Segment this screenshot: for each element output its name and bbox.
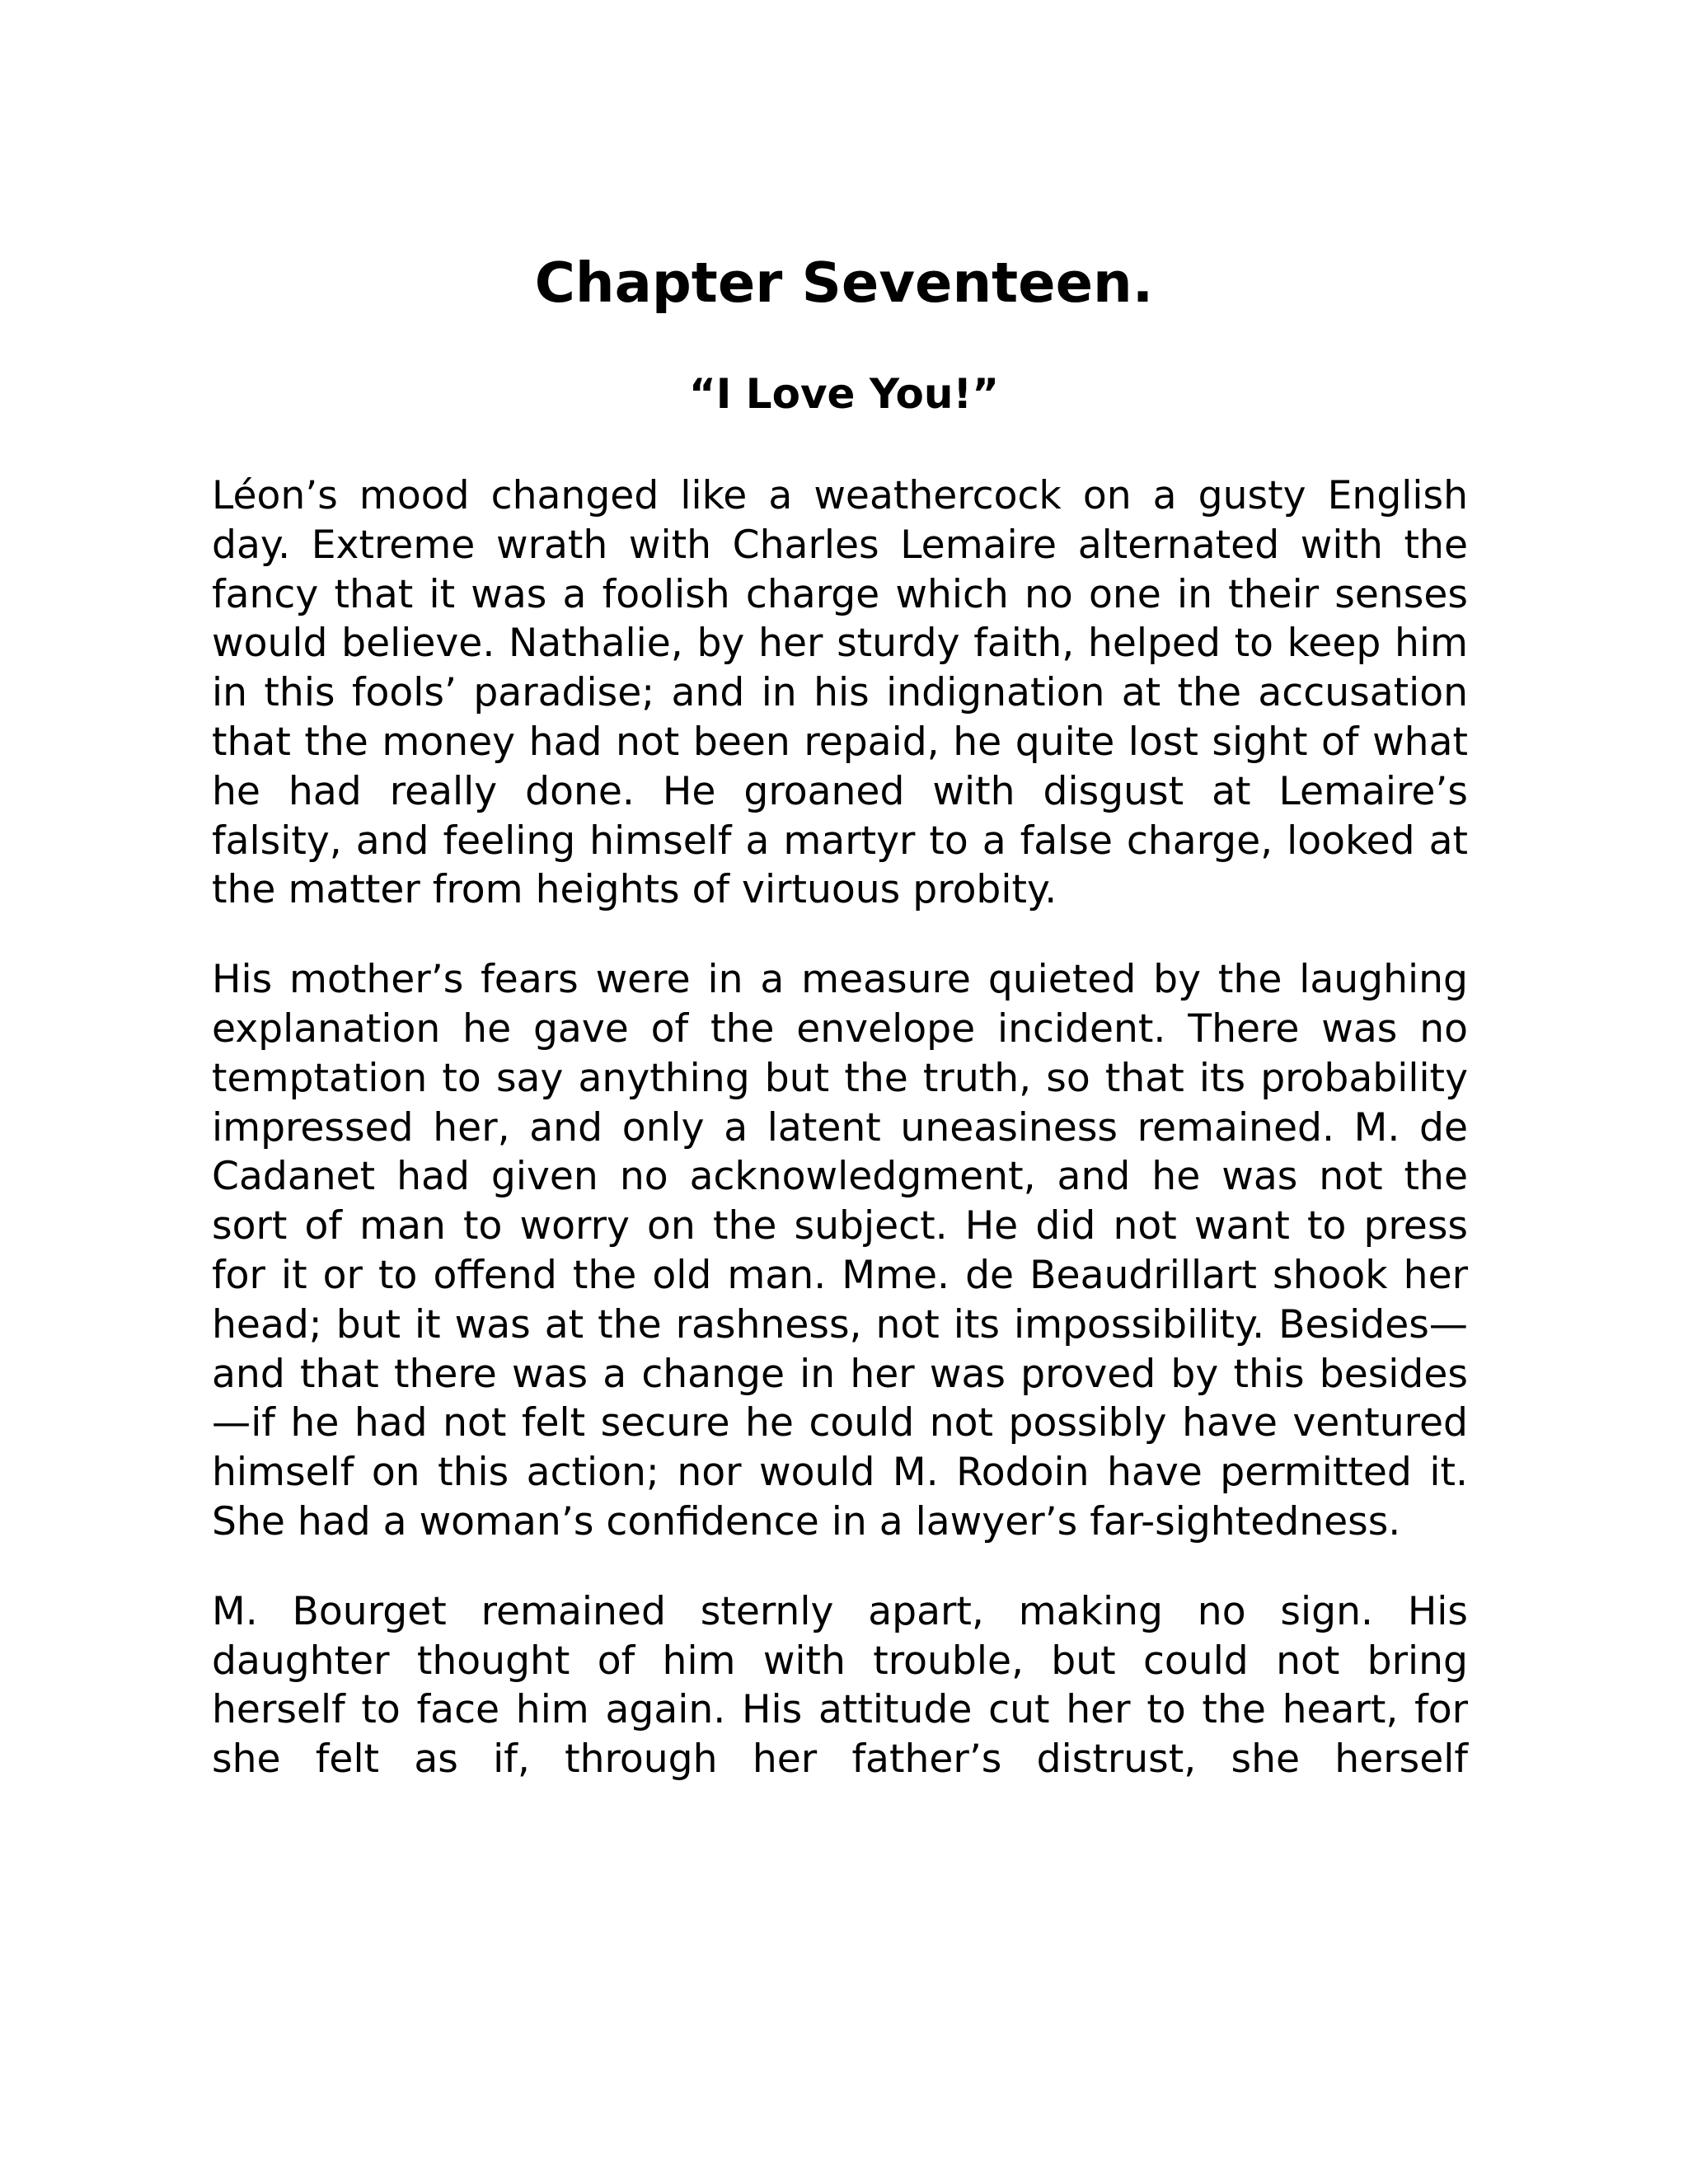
chapter-text [212,471,1468,1784]
paragraph: M. Bourget remained sternly apart, making no sign. His daughter thought of him with trouble, but could not bring herself to face him again. His attitude cut her to the heart, for she felt as if, through her father’s distrust, she herself [212,1588,1468,1783]
paragraph: Léon’s mood changed like a weathercock on a gusty English day. Extreme wrath with Charles Lemaire alternated with the fancy that it was a foolish charge which no one in their senses would believe. Nathalie, by her sturdy faith, helped to keep him in this fools’ paradise; and in his indignation at the accusation that the money had not been repaid, he quite lost sight of what he had really done. He groaned with disgust at Lemaire’s falsity, and feeling himself a martyr to a false charge, looked at the matter from heights of virtuous probity. [212,473,1468,913]
chapter-subtitle: “I Love You!” [688,370,1000,418]
paragraph: His mother’s fears were in a measure quieted by the laughing explanation he gave of the envelope incident. There was no temptation to say anything but the truth, so that its probability impressed her, and only a latent uneasiness remained. M. de Cadanet had given no acknowledgment, and he was not the sort of man to worry on the subject. He did not want to press for it or to offend the old man. Mme. de Beaudrillart shook her head; but it was at the rashness, not its impossibility. Besides—and that there was a change in her was proved by this besides—if he had not felt secure he could not possibly have ventured himself on this action; nor would M. Rodoin have permitted it. She had a woman’s confidence in a lawyer’s far-sightedness. [212,957,1468,1544]
chapter-title: Chapter Seventeen. [534,251,1154,315]
